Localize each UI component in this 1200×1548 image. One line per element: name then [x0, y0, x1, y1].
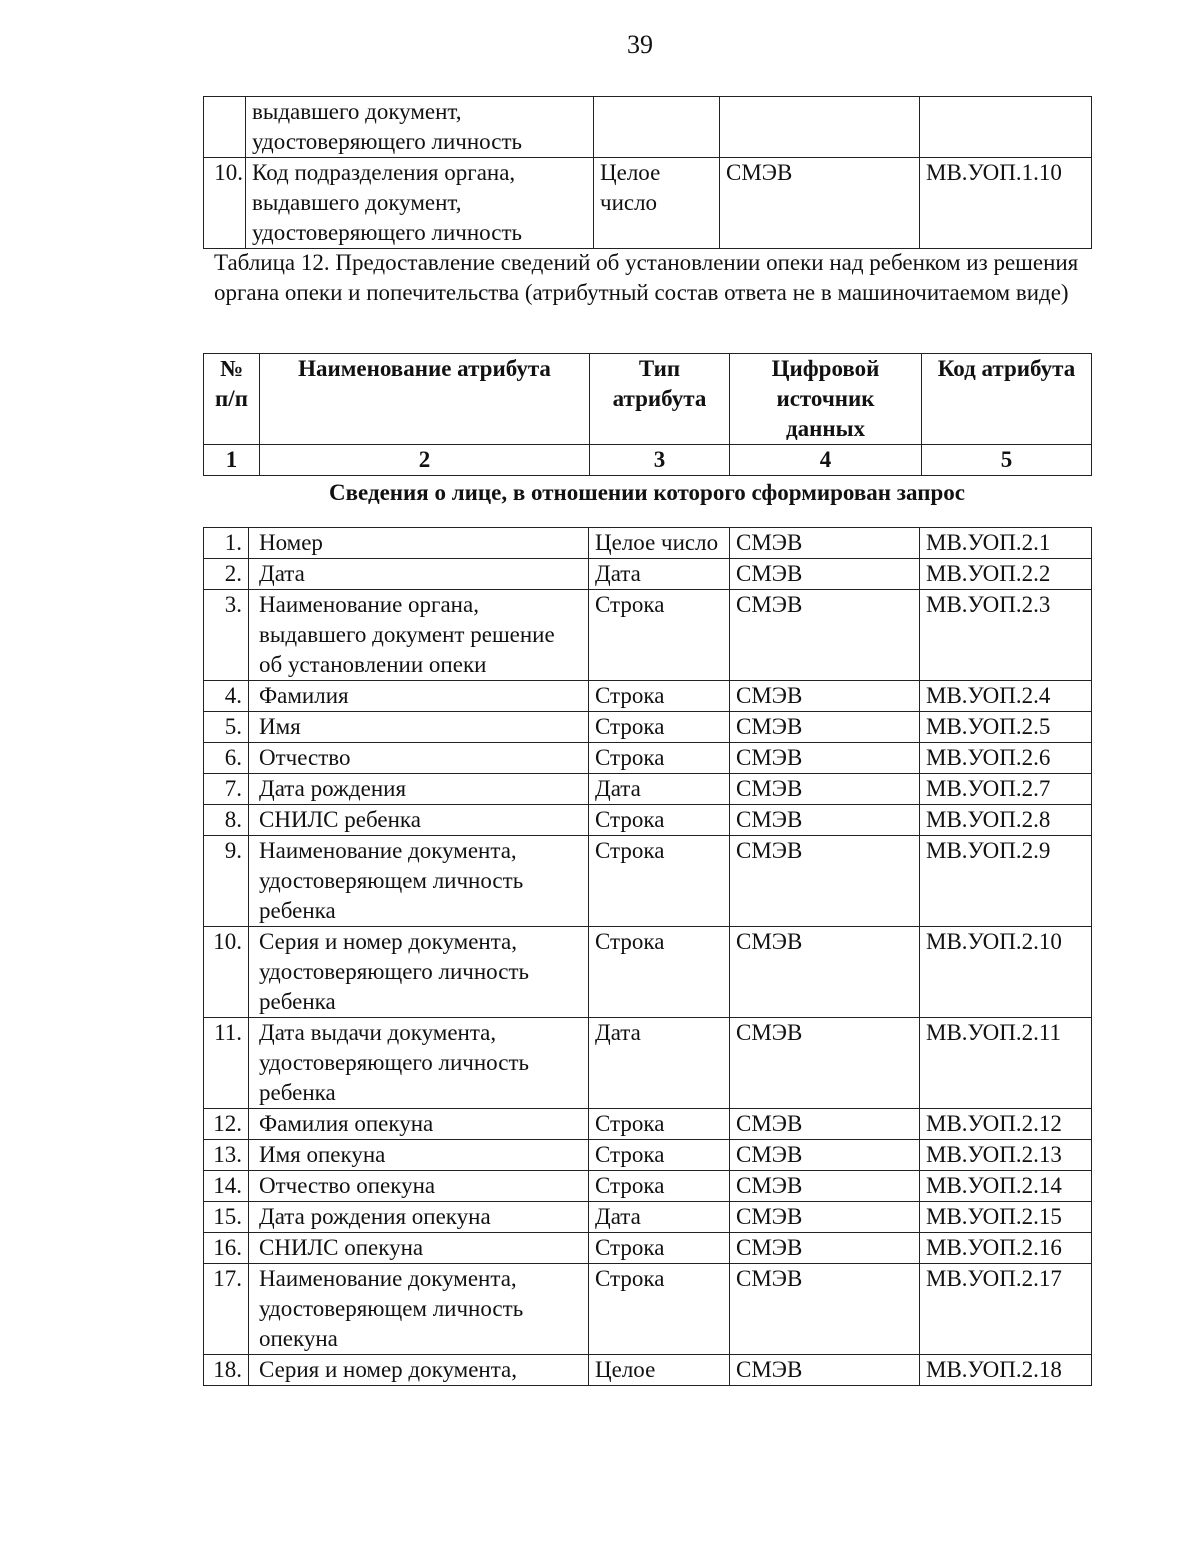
- table-row: [204, 590, 1092, 681]
- section-title: Сведения о лице, в отношении которого сформирован запрос: [329, 480, 965, 505]
- attribute-type: Строка: [589, 743, 730, 774]
- attribute-code: МВ.УОП.2.2: [920, 559, 1092, 590]
- table-row: [204, 559, 1092, 590]
- attribute-name: Дата выдачи документа, удостоверяющего личность ребенка: [249, 1018, 589, 1109]
- attribute-type: Строка: [589, 836, 730, 927]
- data-source: СМЭВ: [730, 805, 920, 836]
- attribute-type: Строка: [589, 1140, 730, 1171]
- attribute-code: МВ.УОП.2.8: [920, 805, 1092, 836]
- attribute-type: Строка: [589, 1171, 730, 1202]
- row-number: 15.: [204, 1202, 249, 1233]
- table-row: [204, 805, 1092, 836]
- row-number: 12.: [204, 1109, 249, 1140]
- data-source: СМЭВ: [730, 774, 920, 805]
- row-number: 6.: [204, 743, 249, 774]
- header-index: 5: [922, 445, 1092, 476]
- attribute-code: МВ.УОП.2.17: [920, 1264, 1092, 1355]
- attributes-table: [203, 527, 1092, 1386]
- attribute-code: МВ.УОП.2.18: [920, 1355, 1092, 1386]
- attribute-code: МВ.УОП.2.10: [920, 927, 1092, 1018]
- attribute-type: [594, 97, 720, 158]
- attribute-name: Отчество: [249, 743, 589, 774]
- attribute-type: Дата: [589, 1202, 730, 1233]
- attribute-name: Номер: [249, 528, 589, 559]
- row-number: 2.: [204, 559, 249, 590]
- row-number: 16.: [204, 1233, 249, 1264]
- row-number: 5.: [204, 712, 249, 743]
- attribute-code: МВ.УОП.2.16: [920, 1233, 1092, 1264]
- table-row: [204, 712, 1092, 743]
- table-row: [204, 1018, 1092, 1109]
- data-source: СМЭВ: [730, 743, 920, 774]
- table-row: [204, 1233, 1092, 1264]
- attribute-code: МВ.УОП.2.6: [920, 743, 1092, 774]
- table-row: [204, 681, 1092, 712]
- attribute-type: Строка: [589, 1233, 730, 1264]
- table-row: [204, 774, 1092, 805]
- table-row: [204, 1202, 1092, 1233]
- table-row: [204, 1355, 1092, 1386]
- attribute-code: МВ.УОП.2.12: [920, 1109, 1092, 1140]
- attribute-type: Строка: [589, 681, 730, 712]
- header-name: Наименование атрибута: [260, 354, 590, 445]
- attribute-type: Строка: [589, 712, 730, 743]
- attribute-name: Имя опекуна: [249, 1140, 589, 1171]
- attribute-code: МВ.УОП.2.5: [920, 712, 1092, 743]
- attribute-name: Дата рождения: [249, 774, 589, 805]
- row-number: 13.: [204, 1140, 249, 1171]
- attribute-name: Фамилия опекуна: [249, 1109, 589, 1140]
- attribute-name: Наименование органа, выдавшего документ решение об установлении опеки: [249, 590, 589, 681]
- header-index-row: [204, 445, 1092, 476]
- attribute-type: Строка: [589, 590, 730, 681]
- data-source: СМЭВ: [730, 1264, 920, 1355]
- header-row: [204, 354, 1092, 445]
- attribute-name: СНИЛС опекуна: [249, 1233, 589, 1264]
- attribute-name: Код подразделения органа, выдавшего документ, удостоверяющего личность: [246, 158, 594, 249]
- table-row: [204, 158, 1092, 249]
- attribute-code: МВ.УОП.2.13: [920, 1140, 1092, 1171]
- row-number: 1.: [204, 528, 249, 559]
- header-num: № п/п: [204, 354, 260, 445]
- header-index: 4: [730, 445, 922, 476]
- header-table: [203, 353, 1092, 476]
- attribute-code: МВ.УОП.2.3: [920, 590, 1092, 681]
- row-number: 17.: [204, 1264, 249, 1355]
- table-row: [204, 743, 1092, 774]
- attribute-code: [920, 97, 1092, 158]
- row-number: 18.: [204, 1355, 249, 1386]
- row-number: 10.: [204, 158, 246, 249]
- header-index: 3: [590, 445, 730, 476]
- data-source: СМЭВ: [730, 1233, 920, 1264]
- attribute-name: СНИЛС ребенка: [249, 805, 589, 836]
- data-source: СМЭВ: [730, 1140, 920, 1171]
- row-number: 9.: [204, 836, 249, 927]
- row-number: 4.: [204, 681, 249, 712]
- attribute-code: МВ.УОП.2.11: [920, 1018, 1092, 1109]
- attribute-name: Наименование документа, удостоверяющем личность ребенка: [249, 836, 589, 927]
- attribute-code: МВ.УОП.2.4: [920, 681, 1092, 712]
- attribute-code: МВ.УОП.2.9: [920, 836, 1092, 927]
- row-number: [204, 97, 246, 158]
- data-source: СМЭВ: [730, 927, 920, 1018]
- attribute-code: МВ.УОП.1.10: [920, 158, 1092, 249]
- table-row: [204, 1264, 1092, 1355]
- attribute-type: Дата: [589, 774, 730, 805]
- attribute-code: МВ.УОП.2.1: [920, 528, 1092, 559]
- attribute-type: Целое: [589, 1355, 730, 1386]
- row-number: 7.: [204, 774, 249, 805]
- header-source: Цифровой источник данных: [730, 354, 922, 445]
- table-row: [204, 836, 1092, 927]
- data-source: СМЭВ: [730, 681, 920, 712]
- data-source: СМЭВ: [730, 1202, 920, 1233]
- attribute-name: Серия и номер документа, удостоверяющего личность ребенка: [249, 927, 589, 1018]
- attribute-type: Целое число: [594, 158, 720, 249]
- header-code: Код атрибута: [922, 354, 1092, 445]
- attribute-name: Фамилия: [249, 681, 589, 712]
- data-source: СМЭВ: [730, 1171, 920, 1202]
- data-source: [720, 97, 920, 158]
- data-source: СМЭВ: [720, 158, 920, 249]
- attribute-name: Дата рождения опекуна: [249, 1202, 589, 1233]
- table-row: [204, 1109, 1092, 1140]
- attribute-name: Отчество опекуна: [249, 1171, 589, 1202]
- attribute-code: МВ.УОП.2.15: [920, 1202, 1092, 1233]
- attribute-type: Строка: [589, 805, 730, 836]
- data-source: СМЭВ: [730, 528, 920, 559]
- data-source: СМЭВ: [730, 712, 920, 743]
- row-number: 3.: [204, 590, 249, 681]
- header-index: 2: [260, 445, 590, 476]
- table-row: [204, 1171, 1092, 1202]
- data-source: СМЭВ: [730, 1109, 920, 1140]
- data-source: СМЭВ: [730, 559, 920, 590]
- attribute-name: Имя: [249, 712, 589, 743]
- attribute-type: Целое число: [589, 528, 730, 559]
- row-number: 14.: [204, 1171, 249, 1202]
- table-row: [204, 97, 1092, 158]
- attribute-type: Дата: [589, 559, 730, 590]
- attribute-name: Дата: [249, 559, 589, 590]
- attribute-code: МВ.УОП.2.7: [920, 774, 1092, 805]
- table-caption: Таблица 12. Предоставление сведений об установлении опеки над ребенком из решения органа опеки и попечительства (атрибутный состав ответа не в машиночитаемом виде): [214, 250, 1079, 305]
- attribute-type: Строка: [589, 1264, 730, 1355]
- header-index: 1: [204, 445, 260, 476]
- row-number: 10.: [204, 927, 249, 1018]
- page-number: 39: [627, 30, 653, 59]
- data-source: СМЭВ: [730, 836, 920, 927]
- row-number: 8.: [204, 805, 249, 836]
- attribute-type: Дата: [589, 1018, 730, 1109]
- attribute-type: Строка: [589, 1109, 730, 1140]
- row-number: 11.: [204, 1018, 249, 1109]
- attribute-code: МВ.УОП.2.14: [920, 1171, 1092, 1202]
- table-row: [204, 528, 1092, 559]
- table-row: [204, 1140, 1092, 1171]
- data-source: СМЭВ: [730, 1018, 920, 1109]
- continued-table: [203, 96, 1092, 249]
- attribute-name: Наименование документа, удостоверяющем личность опекуна: [249, 1264, 589, 1355]
- attribute-name: Серия и номер документа,: [249, 1355, 589, 1386]
- table-row: [204, 927, 1092, 1018]
- data-source: СМЭВ: [730, 1355, 920, 1386]
- header-type: Тип атрибута: [590, 354, 730, 445]
- attribute-type: Строка: [589, 927, 730, 1018]
- attribute-name: выдавшего документ, удостоверяющего личность: [246, 97, 594, 158]
- data-source: СМЭВ: [730, 590, 920, 681]
